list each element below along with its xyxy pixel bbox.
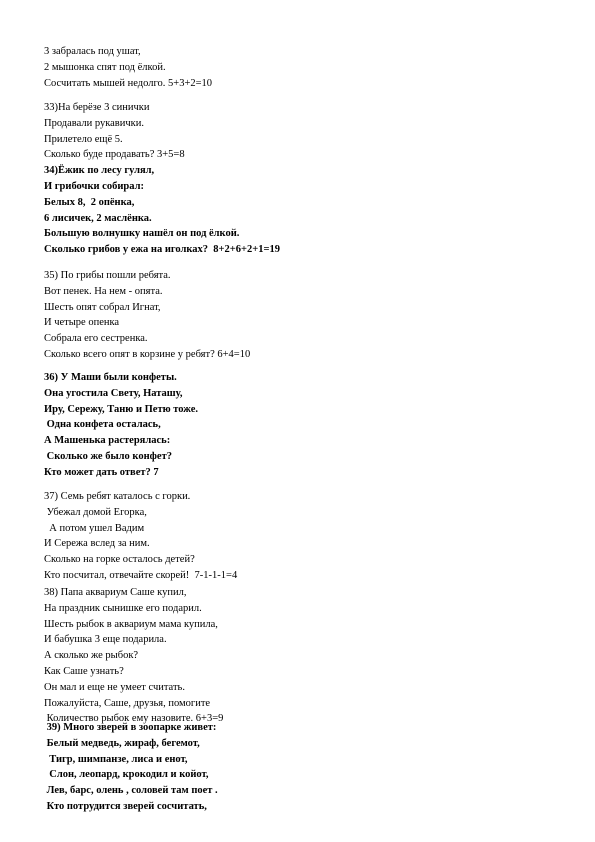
text-line: Сколько буде продавать? 3+5=8	[44, 149, 185, 161]
text-line: Вот пенек. На нем - опята.	[44, 285, 163, 297]
text-block	[44, 268, 564, 363]
text-line: 36) У Маши были конфеты.	[44, 372, 177, 383]
text-line: Кто посчитал, отвечайте скорей! 7-1-1-1=4	[44, 569, 238, 581]
text-line: Сколько всего опят в корзине у ребят? 6+4=10	[44, 348, 251, 360]
text-line: Шесть опят собрал Игнат,	[44, 301, 161, 313]
text-line: Пожалуйста, Саше, друзья, помогите	[44, 697, 211, 709]
text-line: Сколько грибов у ежа на иголках? 8+2+6+2+1=19	[44, 244, 280, 256]
text-line: Белых 8, 2 опёнка,	[44, 196, 135, 208]
text-line: А сколько же рыбок?	[44, 650, 139, 662]
text-line: Сосчитать мышей недолго. 5+3+2=10	[44, 77, 213, 89]
text-line: А потом ушел Вадим	[44, 522, 145, 534]
text-line: Тигр, шимпанзе, лиса и енот,	[44, 753, 188, 765]
text-line: И четыре опенка	[44, 317, 120, 329]
text-line: Количество рыбок ему назовите. 6+3=9	[44, 713, 224, 725]
text-line: Как Саше узнать?	[44, 665, 124, 677]
text-line: Лев, барс, олень , соловей там поет .	[44, 785, 218, 797]
text-block	[44, 720, 564, 815]
text-line: 3 забралась под ушат,	[44, 46, 141, 57]
text-line: 2 мышонка спят под ёлкой.	[44, 61, 166, 73]
text-line: И Сережа вслед за ним.	[44, 538, 150, 550]
text-block	[44, 44, 564, 91]
text-block	[44, 489, 564, 584]
text-line: Белый медведь, жираф, бегемот,	[44, 737, 200, 749]
text-line: Большую волнушку нашёл он под ёлкой.	[44, 228, 240, 240]
text-line: Собрала его сестренка.	[44, 333, 148, 345]
text-line: 38) Папа аквариум Саше купил,	[44, 587, 187, 598]
text-line: 34)Ёжик по лесу гулял,	[44, 165, 155, 177]
text-line: Кто может дать ответ? 7	[44, 466, 159, 478]
text-line: Он мал и еще не умеет считать.	[44, 681, 185, 693]
text-line: Сколько на горке осталось детей?	[44, 554, 195, 566]
text-line: Убежал домой Егорка,	[44, 506, 147, 518]
text-line: А Машенька растерялась:	[44, 435, 171, 447]
text-line: На праздник сынишке его подарил.	[44, 602, 202, 614]
text-line: 37) Семь ребят каталось с горки.	[44, 491, 191, 502]
text-line: Она угостила Свету, Наташу,	[44, 387, 183, 399]
text-line: Иру, Сережу, Таню и Петю тоже.	[44, 403, 199, 415]
text-line: 33)На берёзе 3 синички	[44, 102, 150, 113]
text-line: Кто потрудится зверей сосчитать,	[44, 800, 207, 812]
text-block	[44, 100, 564, 258]
text-line: Шесть рыбок в аквариум мама купила,	[44, 618, 218, 630]
text-line: Прилетело ещё 5.	[44, 133, 123, 145]
text-line: Одна конфета осталась,	[44, 419, 161, 431]
text-line: И бабушка 3 еще подарила.	[44, 634, 167, 646]
text-block	[44, 370, 564, 481]
text-line: Слон, леопард, крокодил и койот,	[44, 769, 209, 781]
text-line: 6 лисичек, 2 маслёнка.	[44, 212, 152, 224]
text-line: И грибочки собирал:	[44, 180, 144, 192]
text-line: Продавали рукавички.	[44, 117, 145, 129]
text-line: 35) По грибы пошли ребята.	[44, 270, 171, 281]
text-block	[44, 585, 564, 727]
text-line: 39) Много зверей в зоопарке живет:	[44, 722, 217, 733]
text-line: Сколько же было конфет?	[44, 450, 172, 462]
